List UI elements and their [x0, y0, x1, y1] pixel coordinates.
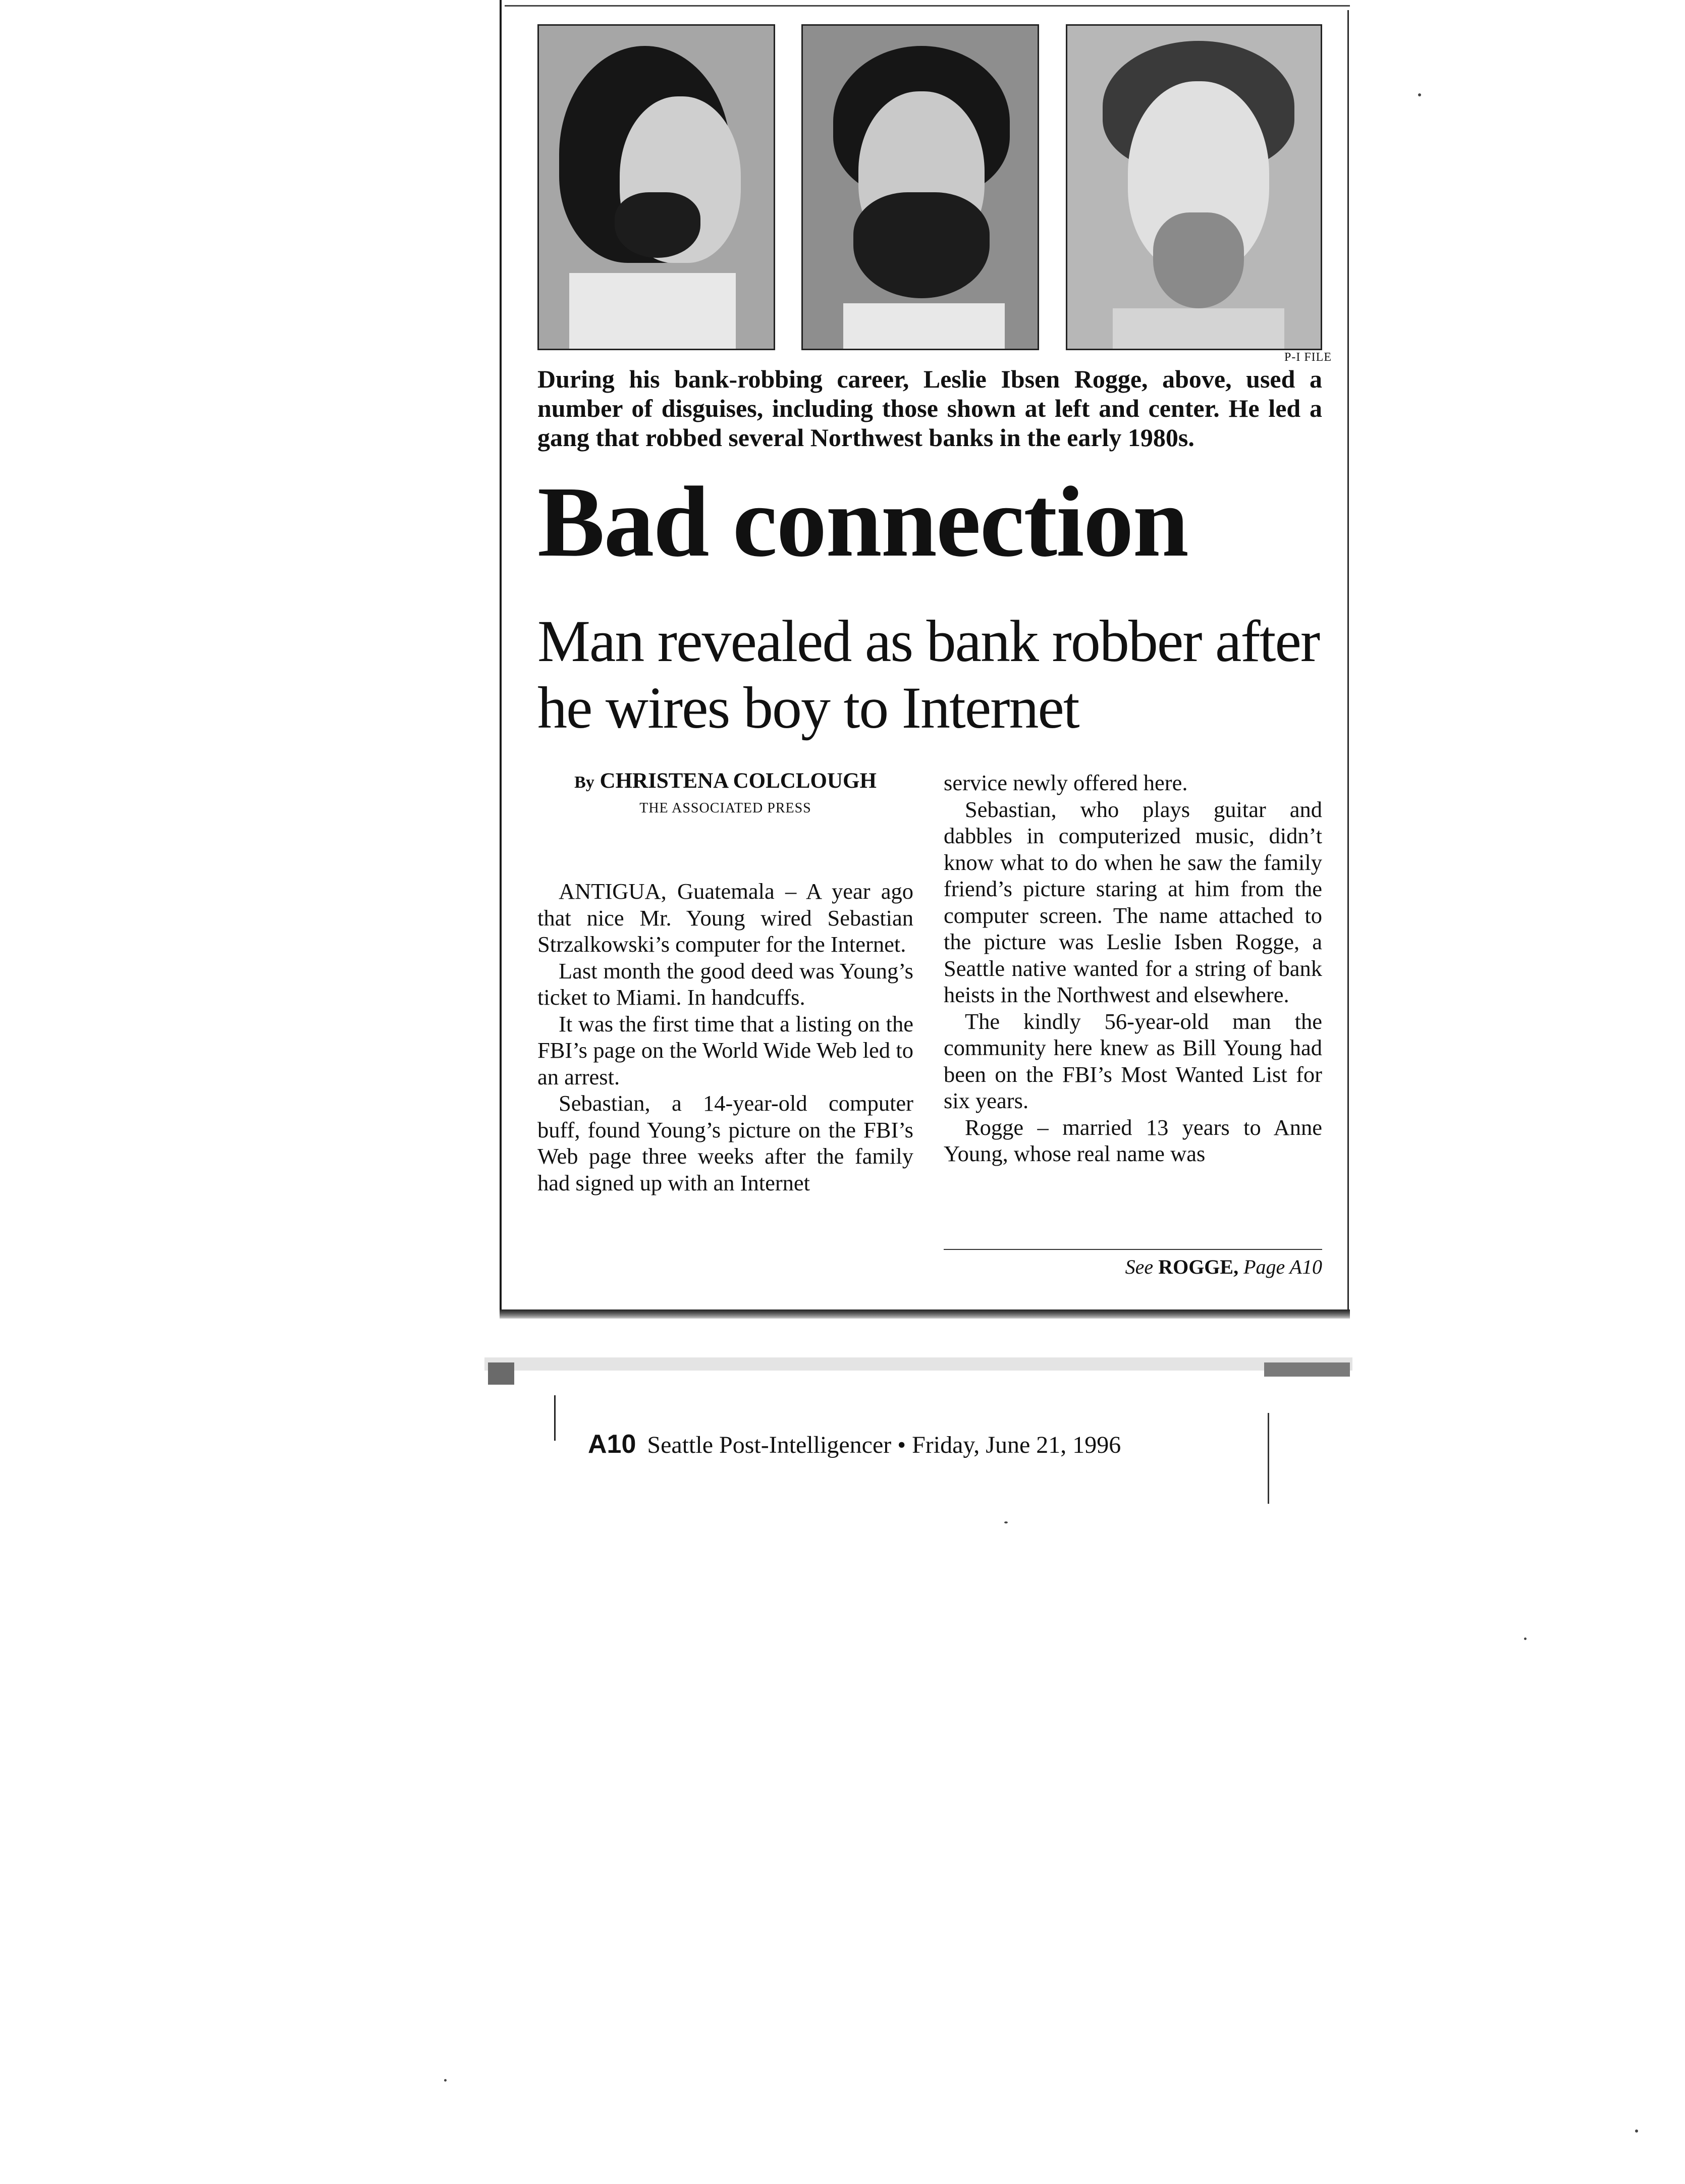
- byline: [537, 770, 913, 820]
- photo-collar: [569, 273, 736, 349]
- paragraph: Last month the good deed was Young’s ticket to Miami. In handcuffs.: [537, 958, 913, 1010]
- folio-page-number: A10: [588, 1430, 636, 1459]
- scan-speck: [1524, 1637, 1527, 1640]
- article-column-left: [537, 878, 913, 1196]
- scan-speck: [1635, 2130, 1638, 2133]
- scan-mark-left: [488, 1362, 514, 1385]
- scan-mark-right: [1264, 1362, 1350, 1377]
- photo-beard: [1153, 212, 1244, 308]
- paragraph: ANTIGUA, Guatemala – A year ago that nice Mr. Young wired Sebastian Strzalkowski’s computer for the Internet.: [537, 879, 913, 957]
- byline-name: CHRISTENA COLCLOUGH: [600, 769, 877, 793]
- clipping-left-border: [500, 0, 502, 1315]
- clipping-bottom-rule: [500, 1309, 1350, 1319]
- folio-separator: •: [897, 1432, 906, 1458]
- folio-right-rule: [1268, 1413, 1269, 1504]
- scan-speck: [444, 2079, 447, 2082]
- clipping-top-rule: [505, 5, 1350, 7]
- photo-collar: [1113, 308, 1284, 349]
- photo-credit: P-I FILE: [1284, 351, 1332, 364]
- jump-see: See: [1125, 1255, 1154, 1278]
- headline: Bad connection: [537, 466, 1188, 578]
- photo-caption: During his bank-robbing career, Leslie Ibsen Rogge, above, used a number of disguises, including those shown at left and center. He led a gang that robbed several Northwest banks in the early 1980s.: [537, 365, 1322, 452]
- paragraph: service newly offered here.: [944, 770, 1188, 795]
- scan-speck: [1418, 93, 1421, 96]
- clipping-right-border: [1347, 10, 1349, 1317]
- photo-beard: [853, 192, 990, 298]
- byline-agency: THE ASSOCIATED PRESS: [639, 800, 811, 816]
- jump-rule: [944, 1249, 1322, 1250]
- paragraph: It was the first time that a listing on the FBI’s page on the World Wide Web led to an arrest.: [537, 1011, 913, 1089]
- folio-publication: Seattle Post-Intelligencer: [647, 1432, 892, 1458]
- folio-date: Friday, June 21, 1996: [912, 1432, 1121, 1458]
- paragraph: The kindly 56-year-old man the community here knew as Bill Young had been on the FBI’s Most Wanted List for six years.: [944, 1008, 1322, 1113]
- page-folio: [588, 1429, 1121, 1460]
- scan-speck: [1004, 1521, 1008, 1523]
- jump-line: [944, 1255, 1322, 1279]
- scan-strip: [484, 1357, 1352, 1371]
- paragraph: Sebastian, who plays guitar and dabbles in computerized music, didn’t know what to do when he saw the family friend’s picture staring at him from the computer screen. The name attached to the picture was Leslie Isben Rogge, a Seattle native wanted for a string of bank heists in the Northwest and elsewhere.: [944, 796, 1322, 1007]
- photo-disguise-left: [537, 24, 775, 350]
- photo-beard: [615, 192, 700, 258]
- photo-collar: [843, 303, 1005, 349]
- article-column-right: [944, 770, 1322, 1167]
- jump-page: Page A10: [1243, 1255, 1322, 1278]
- photo-rogge: [1066, 24, 1322, 350]
- byline-prefix: By: [574, 773, 594, 792]
- byline-author: [537, 770, 913, 794]
- paragraph: Sebastian, a 14-year-old computer buff, found Young’s picture on the FBI’s Web page three weeks after the family had signed up with an Internet: [537, 1090, 913, 1195]
- subheadline: Man revealed as bank robber after he wires boy to Internet: [537, 608, 1320, 741]
- photo-disguise-center: [801, 24, 1039, 350]
- jump-keyword: ROGGE,: [1158, 1255, 1239, 1278]
- paragraph: Rogge – married 13 years to Anne Young, whose real name was: [944, 1114, 1322, 1166]
- folio-left-rule: [554, 1395, 556, 1441]
